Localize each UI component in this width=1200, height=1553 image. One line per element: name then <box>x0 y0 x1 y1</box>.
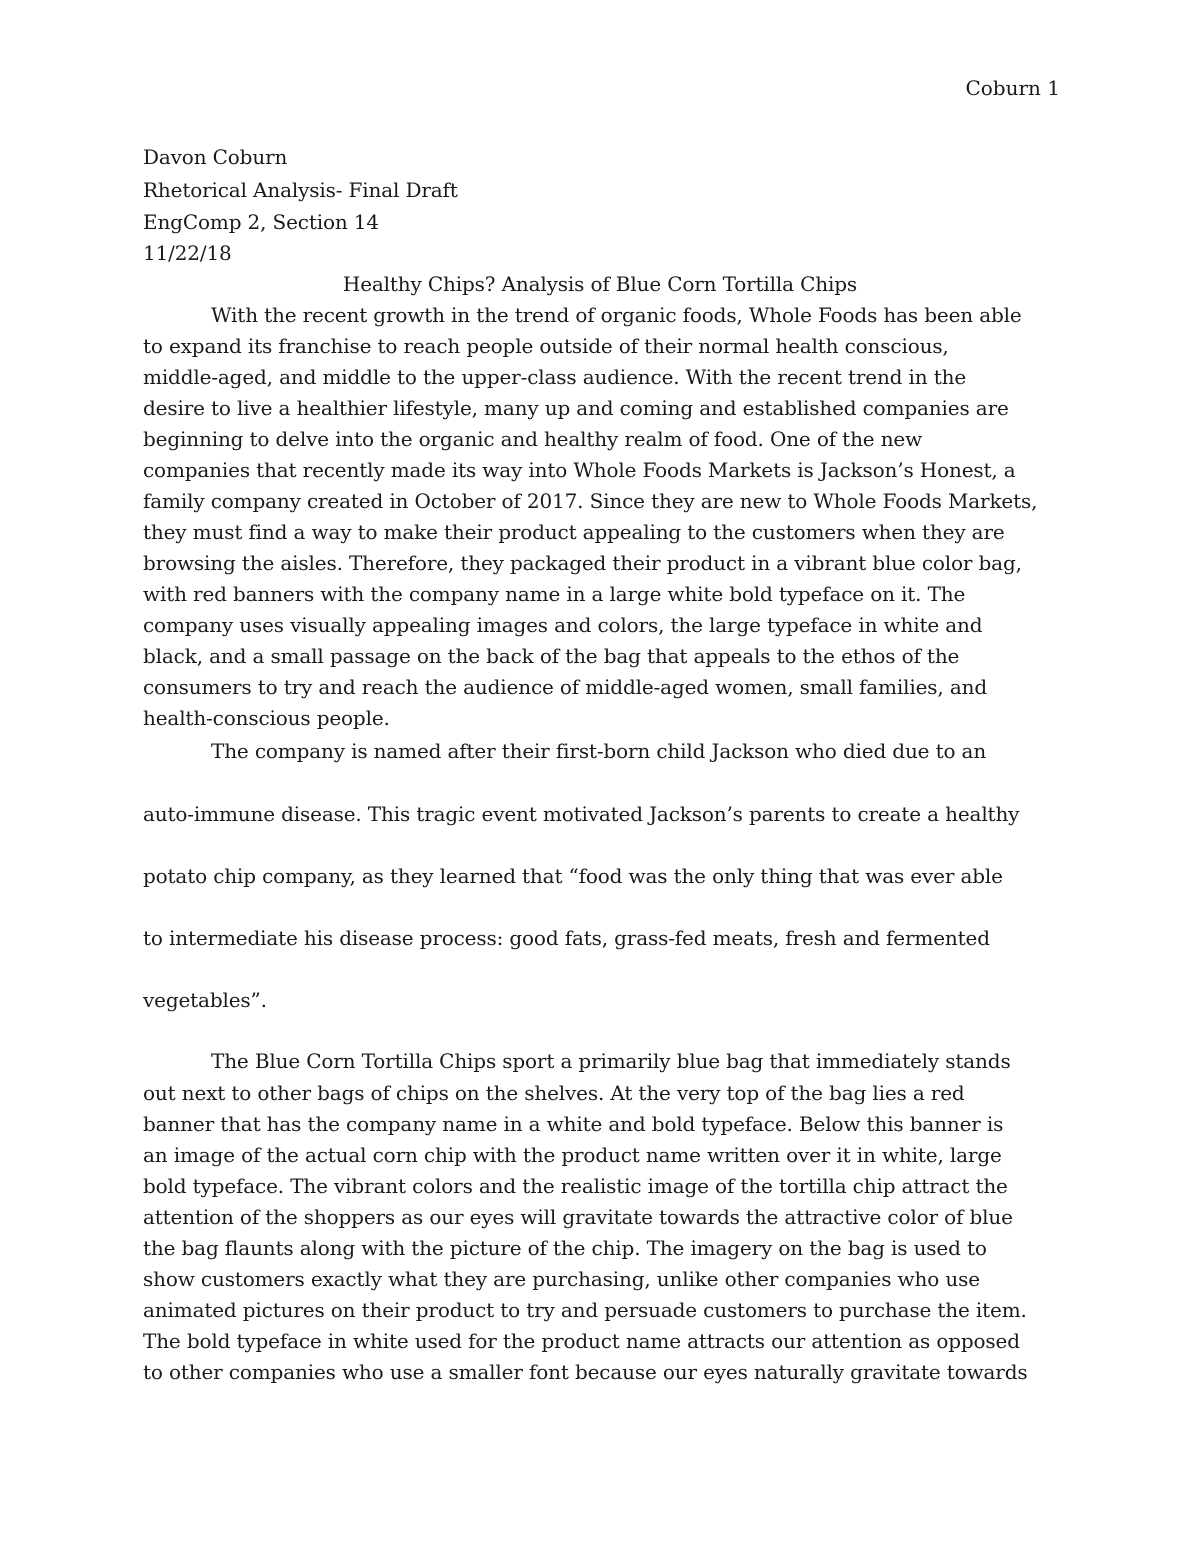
paragraph3-line: an image of the actual corn chip with the product name written over it in white, large <box>143 1143 1002 1167</box>
paragraph2-line: vegetables”. <box>143 988 267 1012</box>
paragraph1-line: With the recent growth in the trend of organic foods, Whole Foods has been able <box>211 303 1022 327</box>
paragraph3-line: animated pictures on their product to try and persuade customers to purchase the item. <box>143 1298 1027 1322</box>
assignment-title: Rhetorical Analysis- Final Draft <box>143 178 458 202</box>
paragraph1-line: middle-aged, and middle to the upper-class audience. With the recent trend in the <box>143 365 967 389</box>
paragraph3-line: The Blue Corn Tortilla Chips sport a primarily blue bag that immediately stands <box>211 1049 1011 1073</box>
paragraph1-line: beginning to delve into the organic and healthy realm of food. One of the new <box>143 427 923 451</box>
author-name: Davon Coburn <box>143 145 288 169</box>
paragraph1-line: company uses visually appealing images and colors, the large typeface in white and <box>143 613 983 637</box>
paragraph2-line: auto-immune disease. This tragic event motivated Jackson’s parents to create a healthy <box>143 802 1020 826</box>
paragraph1-line: family company created in October of 2017. Since they are new to Whole Foods Markets, <box>143 489 1038 513</box>
paragraph3-line: bold typeface. The vibrant colors and the realistic image of the tortilla chip attract the <box>143 1174 1008 1198</box>
paragraph3-line: the bag flaunts along with the picture of the chip. The imagery on the bag is used to <box>143 1236 987 1260</box>
paragraph3-line: to other companies who use a smaller font because our eyes naturally gravitate towards <box>143 1360 1028 1384</box>
paragraph2-line: potato chip company, as they learned that “food was the only thing that was ever able <box>143 864 1003 888</box>
paragraph3-line: attention of the shoppers as our eyes will gravitate towards the attractive color of blue <box>143 1205 1013 1229</box>
paragraph1-line: to expand its franchise to reach people outside of their normal health conscious, <box>143 334 949 358</box>
paragraph1-line: companies that recently made its way into Whole Foods Markets is Jackson’s Honest, a <box>143 458 1016 482</box>
course-info: EngComp 2, Section 14 <box>143 210 379 234</box>
paragraph2-line: to intermediate his disease process: good fats, grass-fed meats, fresh and fermented <box>143 926 990 950</box>
essay-title: Healthy Chips? Analysis of Blue Corn Tortilla Chips <box>342 272 858 296</box>
paragraph3-line: banner that has the company name in a white and bold typeface. Below this banner is <box>143 1112 1004 1136</box>
paragraph3-line: The bold typeface in white used for the product name attracts our attention as opposed <box>143 1329 1020 1353</box>
running-head: Coburn 1 <box>965 76 1060 100</box>
paragraph1-line: browsing the aisles. Therefore, they packaged their product in a vibrant blue color bag, <box>143 551 1022 575</box>
paragraph1-line: consumers to try and reach the audience of middle-aged women, small families, and <box>143 675 987 699</box>
date: 11/22/18 <box>143 241 232 265</box>
paragraph1-line: black, and a small passage on the back of the bag that appeals to the ethos of the <box>143 644 960 668</box>
paragraph1-line: with red banners with the company name in a large white bold typeface on it. The <box>143 582 966 606</box>
paragraph1-line: they must find a way to make their product appealing to the customers when they are <box>143 520 1005 544</box>
paragraph3-line: out next to other bags of chips on the shelves. At the very top of the bag lies a red <box>143 1081 965 1105</box>
paragraph1-line: desire to live a healthier lifestyle, many up and coming and established companies are <box>143 396 1009 420</box>
paragraph1-line: health-conscious people. <box>143 706 390 730</box>
paragraph2-line: The company is named after their first-born child Jackson who died due to an <box>211 739 987 763</box>
paragraph3-line: show customers exactly what they are purchasing, unlike other companies who use <box>143 1267 980 1291</box>
